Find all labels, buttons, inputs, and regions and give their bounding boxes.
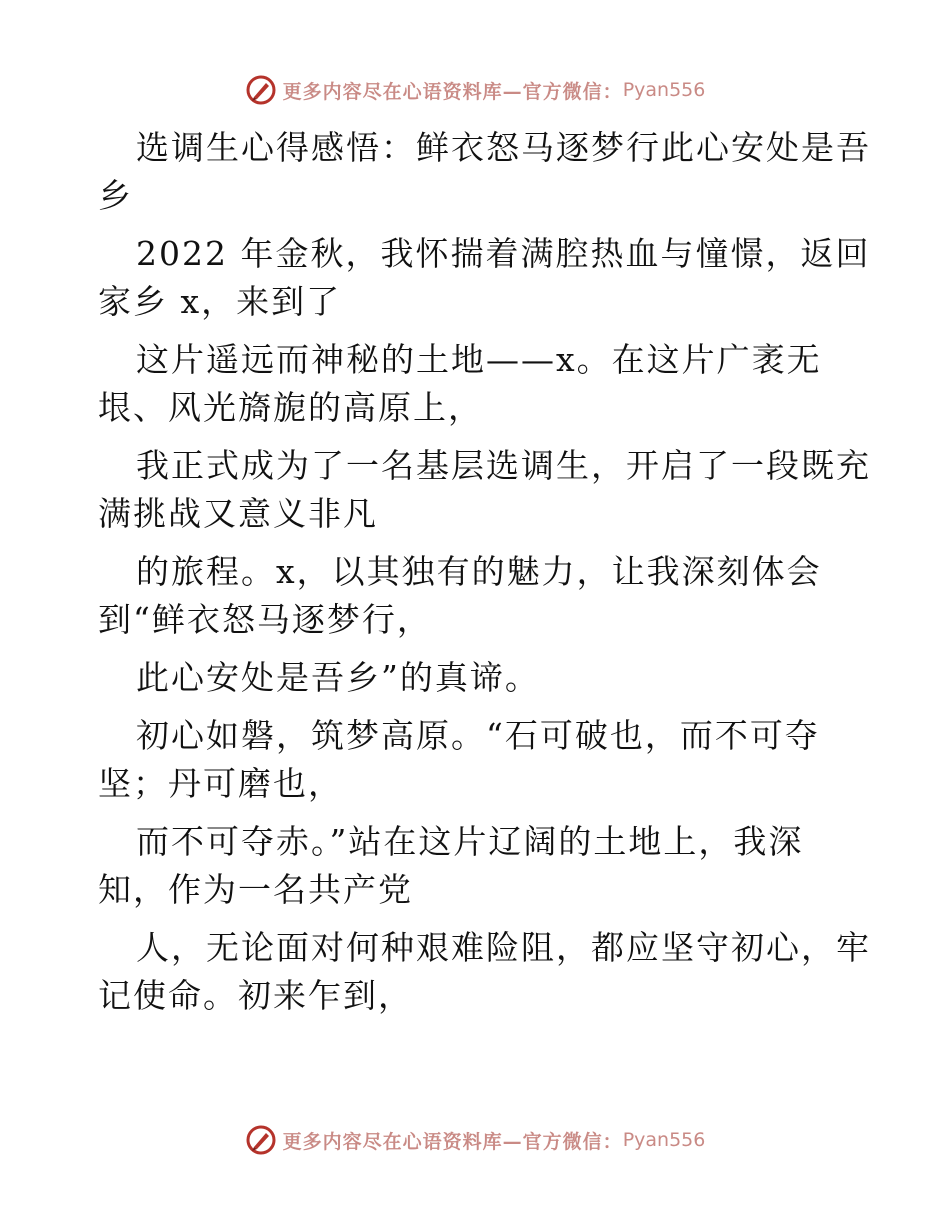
paragraph-line: 知，作为一名共产党: [98, 870, 413, 909]
paragraph-line: 记使命。初来乍到，: [98, 976, 413, 1015]
paragraph-line: 这片遥远而神秘的土地——x。在这片广袤无: [136, 340, 822, 379]
paragraph-line: 2022 年金秋，我怀揣着满腔热血与憧憬，返回: [136, 234, 871, 273]
document-title-line-2: 乡: [98, 176, 133, 215]
paragraph-line: 的旅程。x，以其独有的魅力，让我深刻体会: [136, 552, 822, 591]
pen-logo-icon: [245, 1124, 277, 1156]
banner-wechat-label: 官方微信：: [522, 1130, 623, 1153]
pen-logo-icon: [245, 74, 277, 106]
paragraph-line: 满挑战又意义非凡: [98, 494, 378, 533]
footer-watermark-banner: [0, 1120, 950, 1160]
banner-main-text: 更多内容尽在心语资料库—: [282, 1130, 523, 1153]
banner-wechat-id: Pyan556: [622, 1129, 706, 1151]
header-watermark-banner: [0, 70, 950, 110]
paragraph-line: 到“鲜衣怒马逐梦行，: [98, 600, 432, 639]
paragraph-line: 人，无论面对何种艰难险阻，都应坚守初心，牢: [136, 928, 871, 967]
banner-main-text: 更多内容尽在心语资料库—: [282, 80, 523, 103]
banner-wechat-label: 官方微信：: [522, 80, 623, 103]
paragraph-line: 此心安处是吾乡”的真谛。: [136, 658, 540, 697]
paragraph-line: 垠、风光旖旎的高原上，: [98, 388, 483, 427]
paragraph-line: 我正式成为了一名基层选调生，开启了一段既充: [136, 446, 871, 485]
document-body: [98, 124, 871, 1020]
banner-wechat-id: Pyan556: [622, 79, 706, 101]
document-title-line-1: 选调生心得感悟：鲜衣怒马逐梦行此心安处是吾: [136, 128, 871, 167]
paragraph-line: 家乡 x，来到了: [98, 282, 342, 321]
paragraph-line: 坚；丹可磨也，: [98, 764, 343, 803]
paragraph-line: 而不可夺赤。”站在这片辽阔的土地上，我深: [136, 822, 804, 861]
paragraph-line: 初心如磐，筑梦高原。“石可破也，而不可夺: [136, 716, 820, 755]
